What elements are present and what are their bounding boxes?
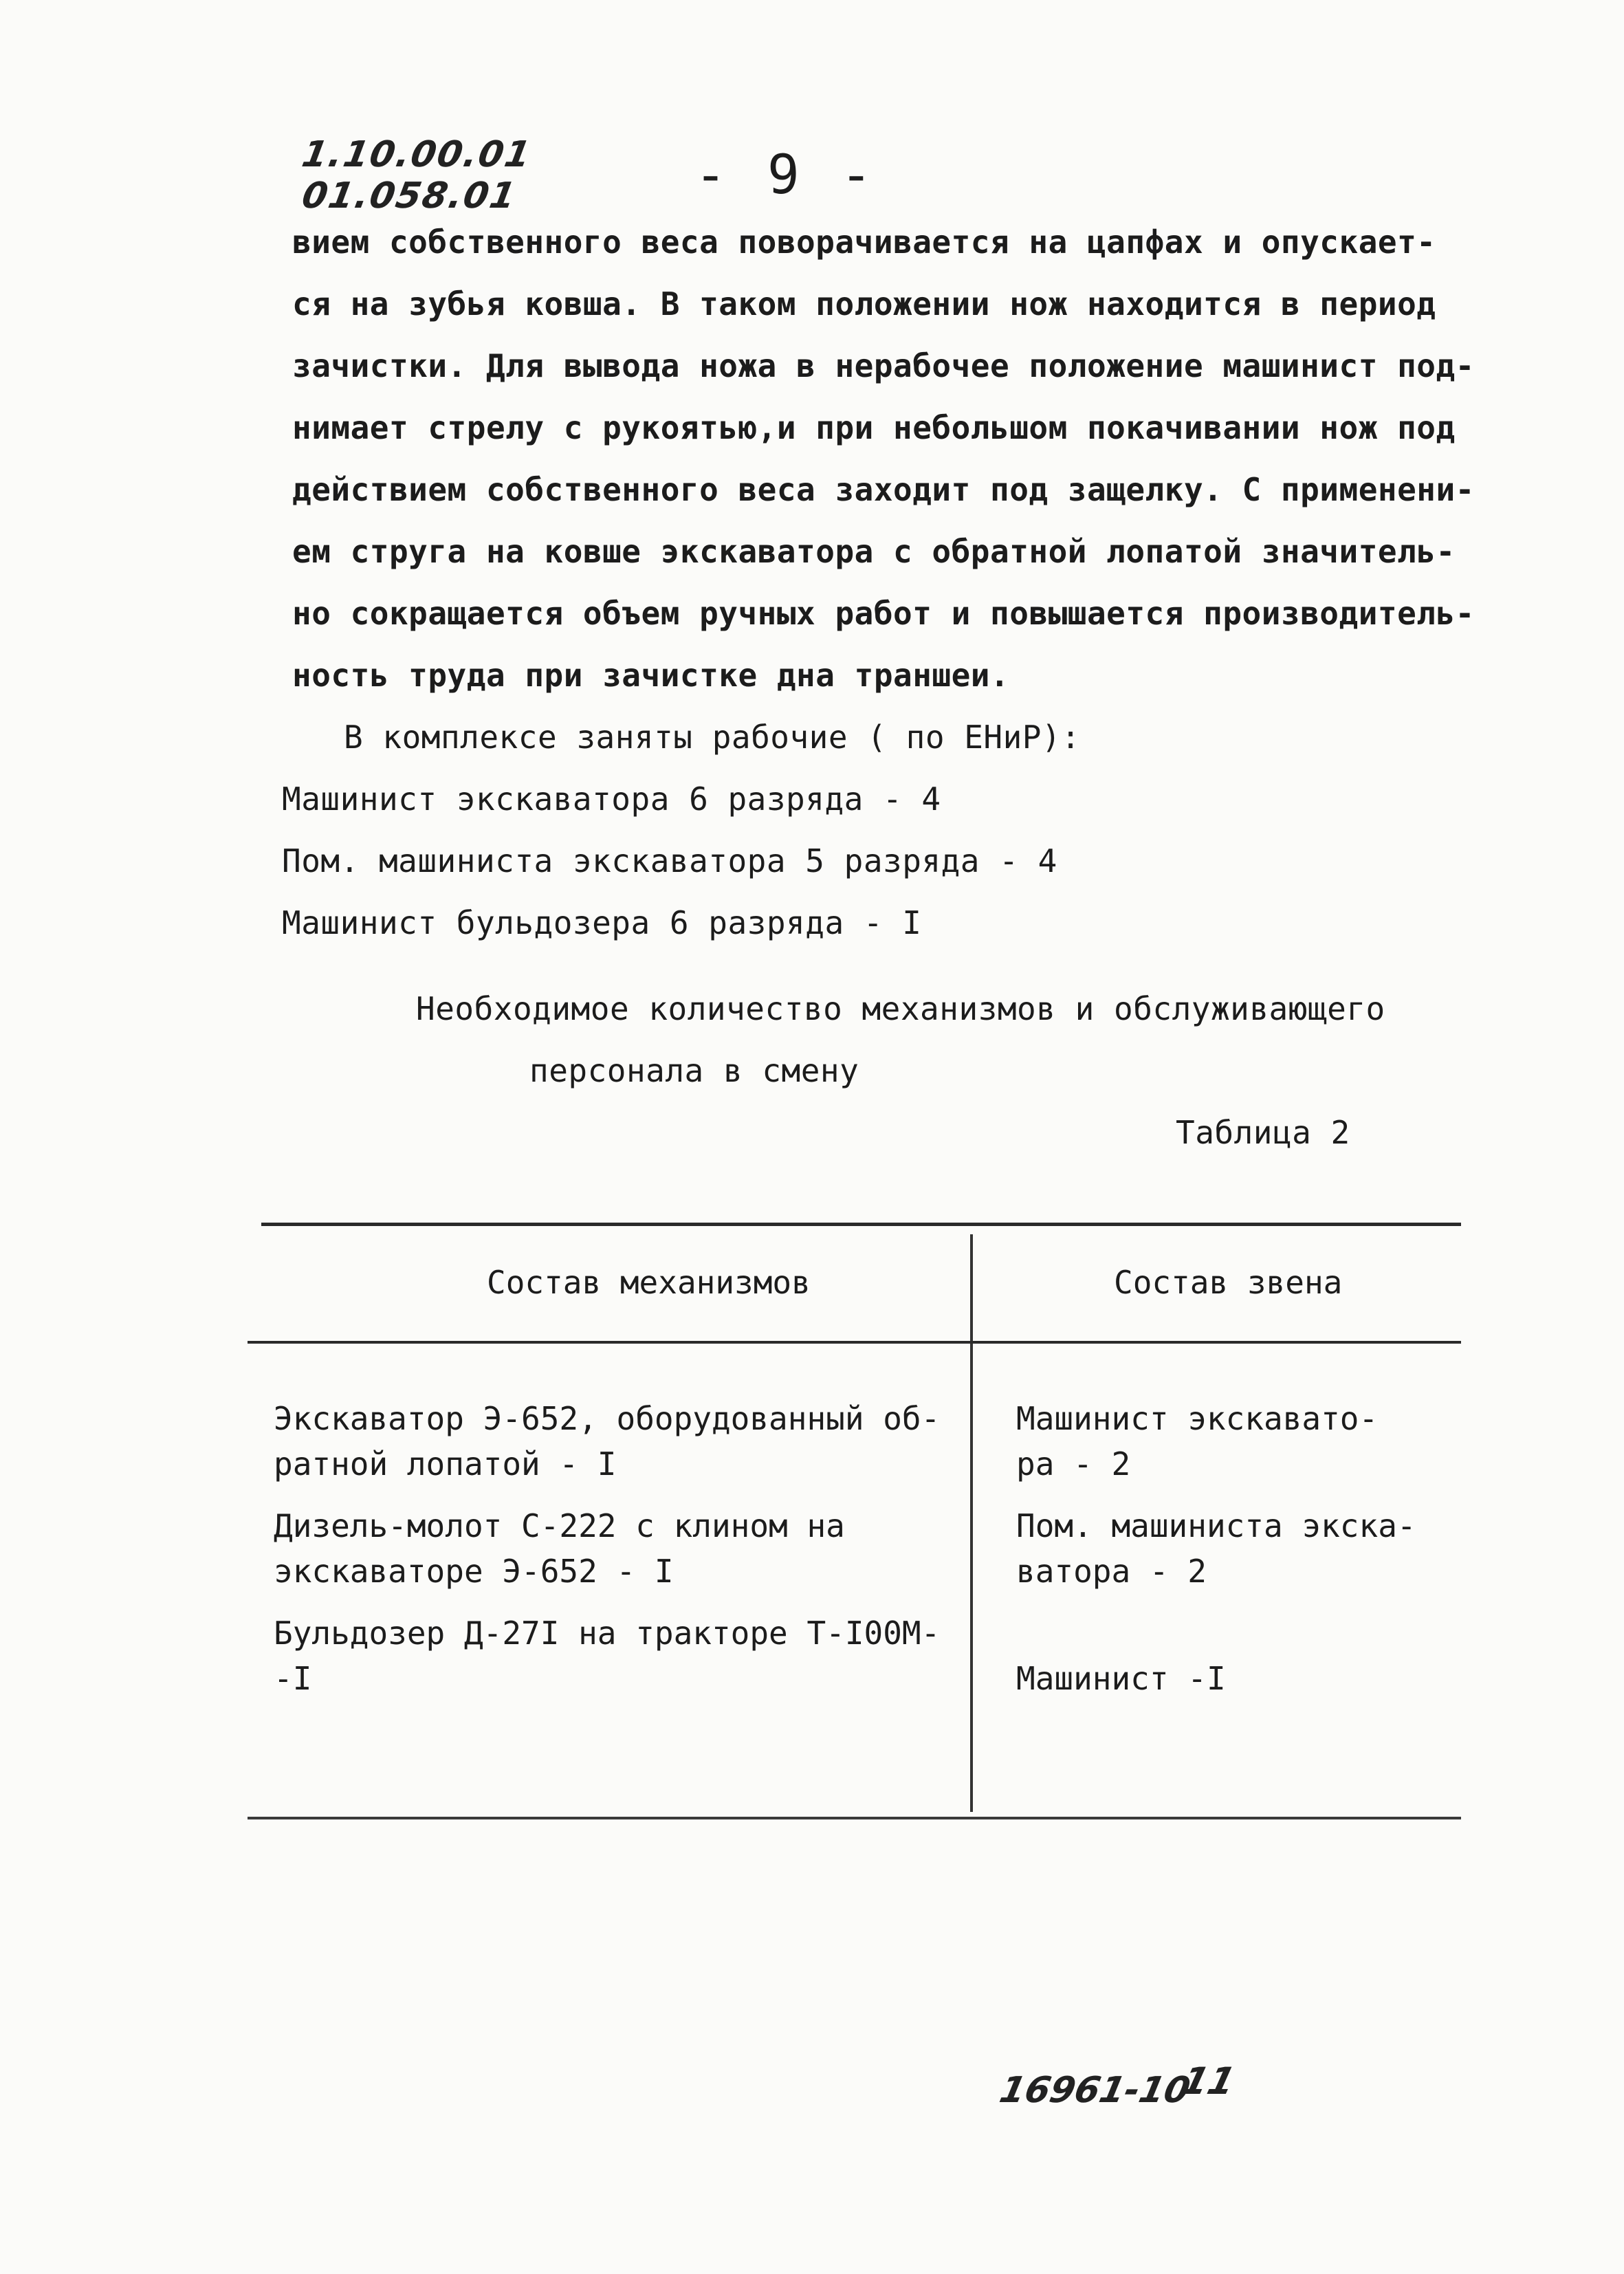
worker-item: Машинист экскаватора 6 разряда - 4 [282,780,941,818]
workers-intro: В комплексе заняты рабочие ( по ЕНиР): [344,719,1081,756]
cell-line: ватора - 2 [1016,1553,1207,1590]
cell-line: Машинист -I [1016,1660,1226,1697]
document-code-line2: 01.058.01 [298,175,520,217]
worker-item: Машинист бульдозера 6 разряда - I [282,904,922,941]
cell-line: экскаваторе Э-652 - I [274,1553,674,1590]
body-line: зачистки. Для вывода ножа в нерабочее положение машинист под- [292,347,1475,384]
handwritten-mark: 11 [1177,2059,1240,2103]
table-header-rule [248,1341,1461,1344]
cell-line: -I [274,1660,312,1697]
worker-item: Пом. машиниста экскаватора 5 разряда - 4 [282,842,1057,879]
cell-line: Дизель-молот С-222 с клином на [274,1507,845,1544]
cell-line: Бульдозер Д-27I на тракторе Т-I00М- [274,1615,941,1652]
body-line: действием собственного веса заходит под защелку. С применени- [292,471,1475,508]
table-label: Таблица 2 [1176,1114,1350,1151]
table-column-divider [970,1234,973,1812]
handwritten-archive-note: 16961-10 [996,2070,1194,2111]
column-header-crew: Состав звена [1114,1264,1343,1301]
table-top-rule [261,1223,1461,1226]
cell-line: ра - 2 [1016,1445,1131,1483]
table-bottom-rule [248,1817,1461,1819]
cell-line: ратной лопатой - I [274,1445,617,1483]
table-title-line2: персонала в смену [529,1052,859,1089]
body-line: ем струга на ковше экскаватора с обратной лопатой значитель- [292,533,1456,570]
body-line: ся на зубья ковша. В таком положении нож находится в период [292,285,1436,322]
page-number: - 9 - [694,144,877,206]
table-title-line1: Необходимое количество механизмов и обслуживающего [416,990,1385,1027]
cell-line: Экскаватор Э-652, оборудованный об- [274,1400,941,1437]
body-line: вием собственного веса поворачивается на цапфах и опускает- [292,223,1436,261]
column-header-mechanisms: Состав механизмов [487,1264,811,1301]
body-line: но сокращается объем ручных работ и повышается производитель- [292,595,1475,632]
body-line: ность труда при зачистке дна траншеи. [292,657,1010,694]
document-code-line1: 1.10.00.01 [298,134,535,175]
cell-line: Машинист экскавато- [1016,1400,1379,1437]
body-line: нимает стрелу с рукоятью,и при небольшом покачивании нож под [292,409,1456,446]
cell-line: Пом. машиниста экска- [1016,1507,1416,1544]
